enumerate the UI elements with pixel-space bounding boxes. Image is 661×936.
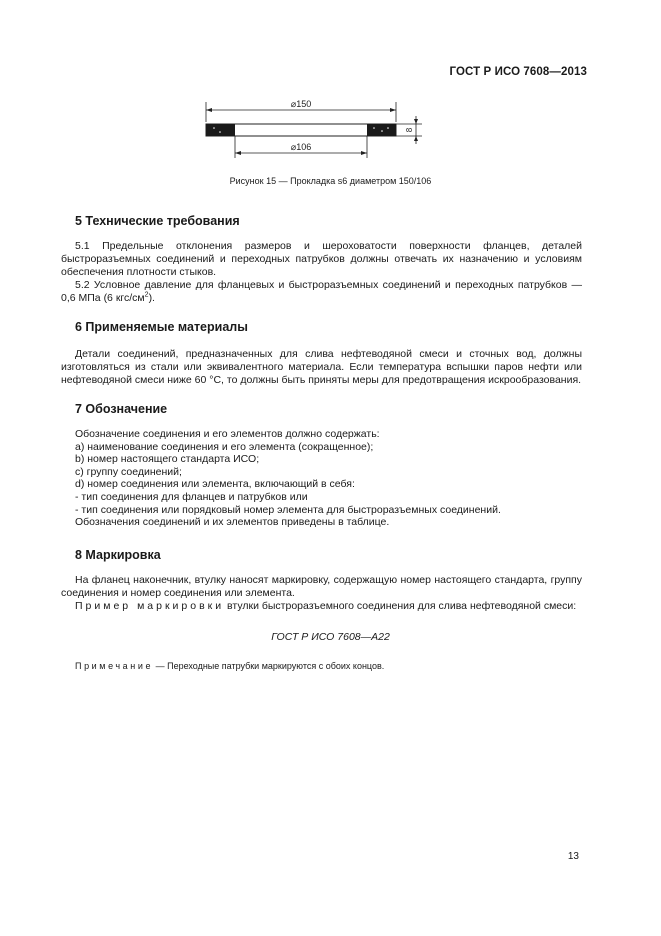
list-item: c) группу соединений; <box>75 465 182 478</box>
list-item: - тип соединения для фланцев и патрубков или <box>75 490 308 503</box>
gasket-drawing <box>200 96 430 166</box>
list-item: b) номер настоящего стандарта ИСО; <box>75 453 260 466</box>
document-code: ГОСТ Р ИСО 7608—2013 <box>449 66 587 78</box>
gasket-figure <box>200 96 430 166</box>
outer-diameter-label: ⌀150 <box>290 99 312 109</box>
note-label: Примечание <box>75 661 154 671</box>
section-6-paragraph-1: Детали соединений, предназначенных для слива нефтеводяной смеси и сточных вод, должны изготовляться из стали или эквивалентного материала. Если температура вспышки паров нефти или нефтеводяной смеси ниже 60 °С, то должны быть приняты меры для предотвращения искрообразования. <box>61 348 582 386</box>
section-6-heading: 6 Применяемые материалы <box>75 320 248 334</box>
inner-diameter-label: ⌀106 <box>290 142 312 152</box>
marking-example-code: ГОСТ Р ИСО 7608—А22 <box>271 631 390 643</box>
section-6-body <box>61 348 582 387</box>
figure-caption: Рисунок 15 — Прокладка s6 диаметром 150/106 <box>229 176 432 186</box>
example-label: Пример маркировки <box>75 600 225 612</box>
section-5-heading: 5 Технические требования <box>75 214 240 228</box>
section-5-paragraph-2: 5.2 Условное давление для фланцевых и быстроразъемных соединений и переходных патрубков — 0,6 МПа (6 кгс/$см^2$). <box>61 279 582 304</box>
section-5-paragraph-1: 5.1 Предельные отклонения размеров и шероховатости поверхности фланцев, деталей быстроразъемных соединений и переходных патрубков должны отвечать их назначению и условиям обеспечения плотности стыков. <box>61 240 582 278</box>
list-item: a) наименование соединения и его элемента (сокращенное); <box>75 440 374 453</box>
page-number: 13 <box>567 851 579 862</box>
section-8-example: Пример маркировки втулки быстроразъемного соединения для слива нефтеводяной смеси: <box>75 600 577 612</box>
list-item: d) номер соединения или элемента, включающий в себя: <box>75 478 355 491</box>
section-7-list <box>75 428 585 529</box>
list-item: - тип соединения или порядковый номер элемента для быстроразъемных соединений. <box>75 503 501 516</box>
section-8-heading: 8 Маркировка <box>75 548 161 562</box>
section-8-paragraph-1: На фланец наконечник, втулку наносят маркировку, содержащую номер настоящего стандарта, группу соединения и номер соединения или элемента. <box>61 574 582 599</box>
thickness-label: 8 <box>405 127 414 133</box>
list-item: Обозначение соединения и его элементов должно содержать: <box>75 428 380 440</box>
section-7-heading: 7 Обозначение <box>75 402 168 416</box>
list-item: Обозначения соединений и их элементов приведены в таблице. <box>75 516 390 529</box>
note: Примечание — Переходные патрубки маркируются с обоих концов. <box>75 661 385 671</box>
section-8-body <box>61 574 582 613</box>
section-5-body <box>61 240 582 305</box>
